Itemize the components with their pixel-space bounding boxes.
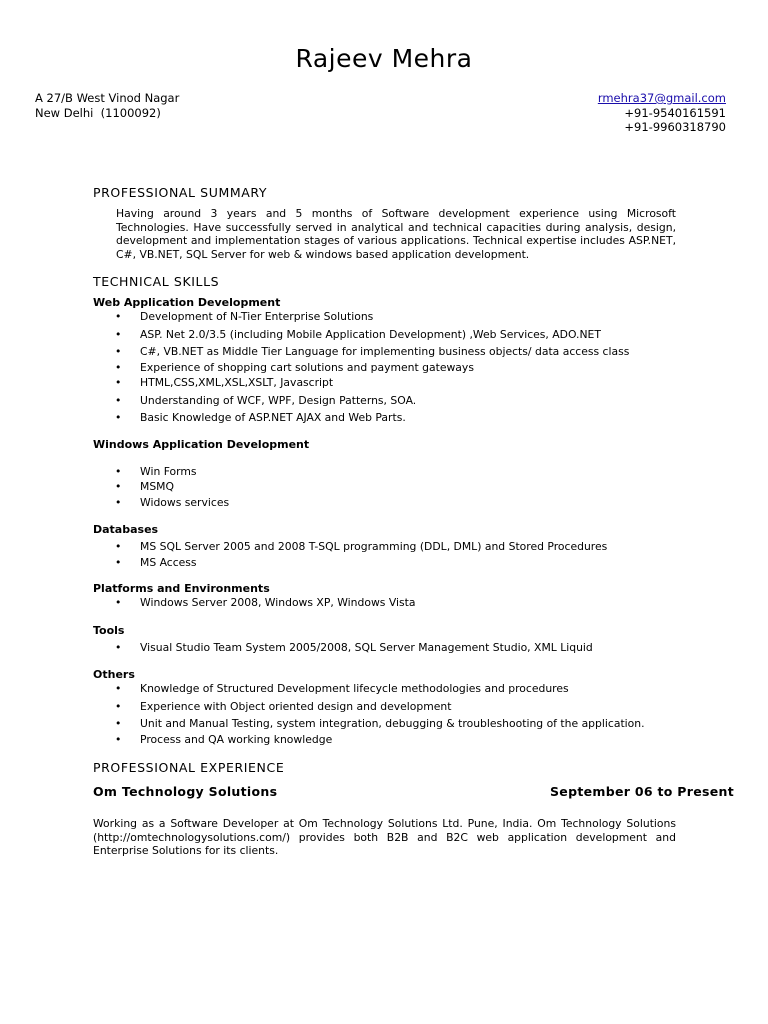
company-name: Om Technology Solutions xyxy=(93,784,278,799)
list-item: • Understanding of WCF, WPF, Design Patterns, SOA. xyxy=(93,393,676,409)
phone-2: +91-9960318790 xyxy=(624,120,726,134)
address-line-1: A 27/B West Vinod Nagar xyxy=(35,91,180,105)
address-line-2: New Delhi (1100092) xyxy=(35,105,161,120)
summary-text: Having around 3 years and 5 months of Software development experience using Microsoft Technologies. Have successfully served in analytical and technical capacities during analysis, design, development and implementation stages of various applications. Technical expertise includes ASP.NET, C#, VB.NET, SQL Server for web & windows based application development. xyxy=(116,207,676,261)
phone-1: +91-9540161591 xyxy=(624,105,726,120)
tools-heading: Tools xyxy=(93,623,125,637)
candidate-name: Rajeev Mehra xyxy=(295,44,473,73)
list-item: • MSMQ xyxy=(93,479,676,495)
list-item: • ASP. Net 2.0/3.5 (including Mobile Application Development) ,Web Services, ADO.NET xyxy=(93,327,676,343)
resume-body xyxy=(93,185,734,858)
web-dev-list xyxy=(93,309,676,426)
list-item: • Process and QA working knowledge xyxy=(93,732,676,748)
list-item: • Experience with Object oriented design and development xyxy=(93,699,676,715)
list-item: • Knowledge of Structured Development lifecycle methodologies and procedures xyxy=(93,681,676,697)
list-item: • Unit and Manual Testing, system integration, debugging & troubleshooting of the application. xyxy=(93,716,676,732)
list-item: • MS Access xyxy=(93,555,676,571)
postal-address xyxy=(35,91,179,120)
platforms-list xyxy=(93,595,676,611)
skills-heading: TECHNICAL SKILLS xyxy=(93,274,220,289)
experience-heading: PROFESSIONAL EXPERIENCE xyxy=(93,760,285,775)
windows-dev-heading: Windows Application Development xyxy=(93,437,310,451)
list-item: • Development of N-Tier Enterprise Solutions xyxy=(93,309,676,325)
list-item: • Experience of shopping cart solutions and payment gateways xyxy=(93,360,676,376)
list-item: • C#, VB.NET as Middle Tier Language for implementing business objects/ data access class xyxy=(93,344,676,360)
list-item: • Win Forms xyxy=(93,464,676,480)
list-item: • MS SQL Server 2005 and 2008 T-SQL programming (DDL, DML) and Stored Procedures xyxy=(93,539,676,555)
list-item: • Basic Knowledge of ASP.NET AJAX and Web Parts. xyxy=(93,410,676,426)
web-dev-heading: Web Application Development xyxy=(93,296,281,309)
databases-heading: Databases xyxy=(93,523,159,536)
list-item: • Widows services xyxy=(93,495,676,511)
contact-info xyxy=(598,91,726,135)
email-link[interactable]: rmehra37@gmail.com xyxy=(597,91,726,105)
others-heading: Others xyxy=(93,668,135,681)
databases-list xyxy=(93,539,676,570)
platforms-heading: Platforms and Environments xyxy=(93,582,270,595)
employment-period: September 06 to Present xyxy=(549,784,734,799)
experience-description: Working as a Software Developer at Om Technology Solutions Ltd. Pune, India. Om Technology Solutions (http://omtechnologysolutions.com/) provides both B2B and B2C web application development and Enterprise Solutions for its clients. xyxy=(93,817,676,857)
tools-list xyxy=(93,640,676,656)
others-list xyxy=(93,681,676,747)
experience-entry-header xyxy=(93,784,734,800)
list-item: • HTML,CSS,XML,XSL,XSLT, Javascript xyxy=(93,375,676,391)
summary-heading: PROFESSIONAL SUMMARY xyxy=(93,185,268,200)
windows-dev-list xyxy=(93,464,676,511)
list-item: • Visual Studio Team System 2005/2008, SQL Server Management Studio, XML Liquid xyxy=(93,640,676,656)
list-item: • Windows Server 2008, Windows XP, Windows Vista xyxy=(93,595,676,611)
